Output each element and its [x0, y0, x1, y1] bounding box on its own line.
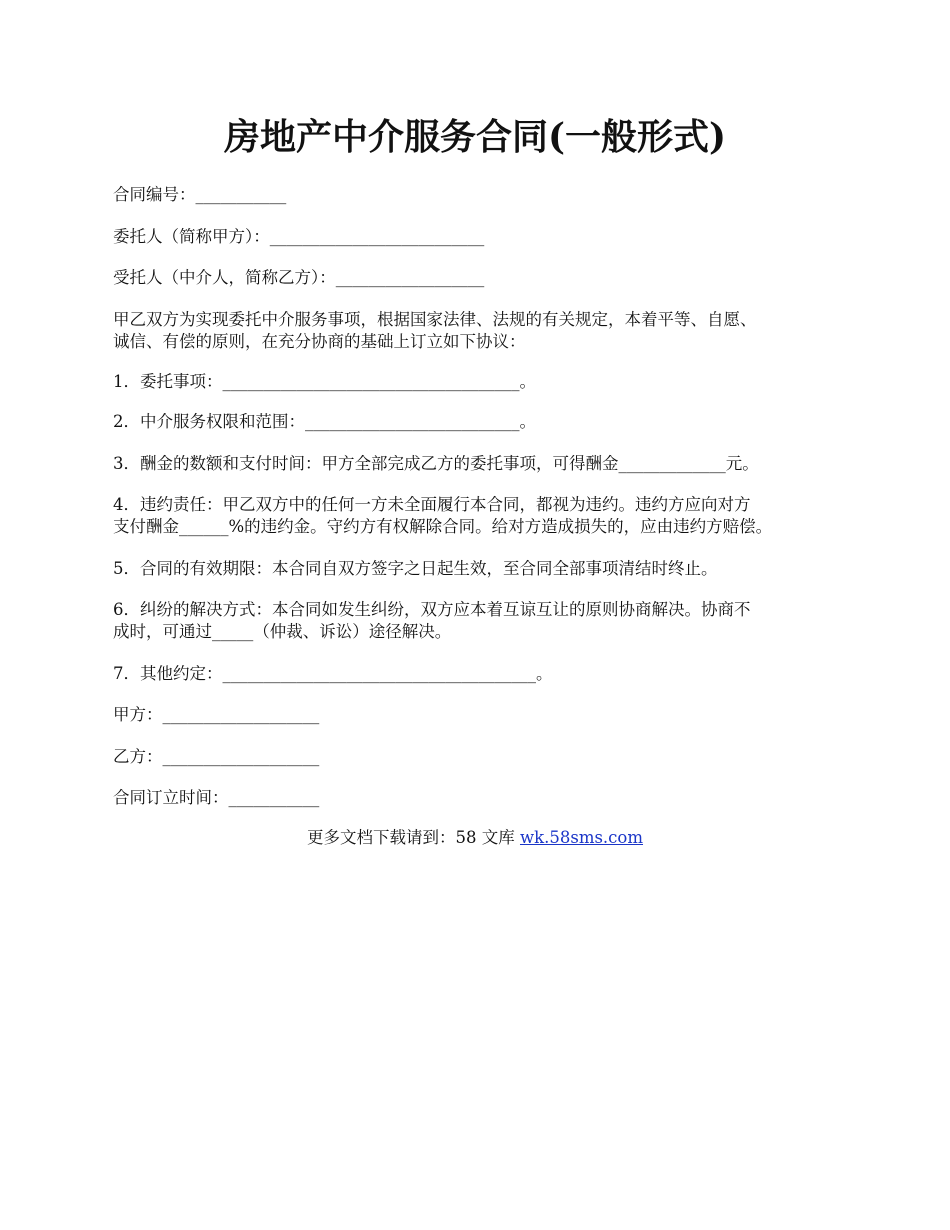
intro-line-1: 甲乙双方为实现委托中介服务事项，根据国家法律、法规的有关规定，本着平等、自愿、 — [113, 310, 757, 329]
clause-5: 5．合同的有效期限：本合同自双方签字之日起生效，至合同全部事项清结时终止。 — [113, 559, 718, 578]
contract-date-line: 合同订立时间：___________ — [113, 788, 320, 807]
footer-text: 更多文档下载请到：58 文库 — [306, 828, 520, 847]
clause-6-line-1: 6．纠纷的解决方式：本合同如发生纠纷，双方应本着互谅互让的原则协商解决。协商不 — [113, 600, 751, 619]
contract-number-line: 合同编号：___________ — [113, 185, 287, 204]
client-line: 委托人（简称甲方）：__________________________ — [113, 227, 485, 246]
party-a-signature-line: 甲方：___________________ — [113, 705, 320, 724]
clause-7: 7．其他约定：______________________________________。 — [113, 664, 553, 683]
footer-link[interactable]: wk.58sms.com — [519, 828, 643, 847]
clause-1: 1．委托事项：____________________________________。 — [113, 372, 536, 391]
agent-line: 受托人（中介人，简称乙方）：__________________ — [113, 268, 485, 287]
document-title: 房地产中介服务合同(一般形式) — [223, 116, 727, 158]
clause-3: 3．酬金的数额和支付时间：甲方全部完成乙方的委托事项，可得酬金_____________元。 — [113, 454, 759, 473]
party-b-signature-line: 乙方：___________________ — [113, 747, 320, 766]
footer — [0, 826, 950, 850]
clause-6-line-2: 成时，可通过_____（仲裁、诉讼）途径解决。 — [113, 622, 452, 641]
intro-line-2: 诚信、有偿的原则，在充分协商的基础上订立如下协议： — [113, 332, 526, 351]
clause-2: 2．中介服务权限和范围：__________________________。 — [113, 412, 536, 431]
clause-4-line-1: 4．违约责任：甲乙双方中的任何一方未全面履行本合同，都视为违约。违约方应向对方 — [113, 495, 751, 514]
clause-4-line-2: 支付酬金______%的违约金。守约方有权解除合同。给对方造成损失的，应由违约方赔偿。 — [113, 517, 773, 536]
